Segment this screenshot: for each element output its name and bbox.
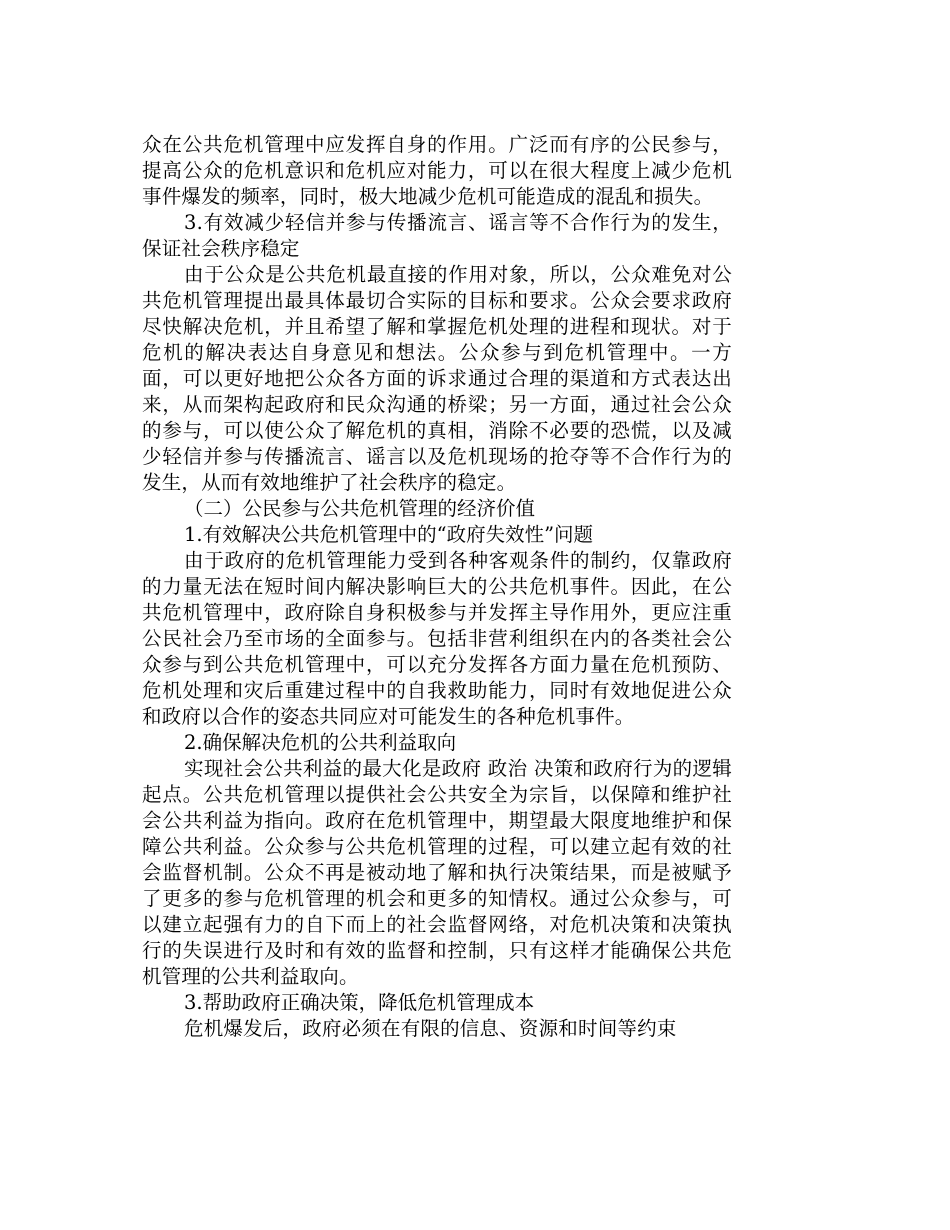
paragraph-5: 危机爆发后，政府必须在有限的信息、资源和时间等约束 (184, 1017, 677, 1040)
paragraph-subheading-3: 3.有效减少轻信并参与传播流言、谣言等不合作行为的发生，保证社会秩序稳定 (142, 211, 732, 260)
document-page (142, 132, 732, 1042)
paragraph-2: 由于公众是公共危机最直接的作用对象，所以，公众难免对公共危机管理提出最具体最切合实际的目标和要求。公众会要求政府尽快解决危机，并且希望了解和掌握危机处理的进程和现状。对于危机的解决表达自身意见和想法。公众参与到危机管理中。一方面，可以更好地把公众各方面的诉求通过合理的渠道和方式表达出来，从而架构起政府和民众沟通的桥梁；另一方面，通过社会公众的参与，可以使公众了解危机的真相，消除不必要的恐慌，以及减少轻信并参与传播流言、谣言以及危机现场的抢夺等不合作行为的发生，从而有效地维护了社会秩序的稳定。 (142, 263, 732, 494)
subheading-government-failure: 1.有效解决公共危机管理中的“政府失效性”问题 (184, 523, 594, 546)
paragraph-4: 实现社会公共利益的最大化是政府 政治 决策和政府行为的逻辑起点。公共危机管理以提供社会公共安全为宗旨，以保障和维护社会公共利益为指向。政府在危机管理中，期望最大限度地维护和保障公共利益。公众参与公共危机管理的过程，可以建立起有效的社会监督机制。公众不再是被动地了解和执行决策结果，而是被赋予了更多的参与危机管理的机会和更多的知情权。通过公众参与，可以建立起强有力的自下而上的社会监督网络，对危机决策和决策执行的失误进行及时和有效的监督和控制，只有这样才能确保公共危机管理的公共利益取向。 (142, 757, 732, 988)
paragraph-3: 由于政府的危机管理能力受到各种客观条件的制约，仅靠政府的力量无法在短时间内解决影响巨大的公共危机事件。因此，在公共危机管理中，政府除自身积极参与并发挥主导作用外，更应注重公民社会乃至市场的全面参与。包括非营利组织在内的各类社会公众参与到公共危机管理中，可以充分发挥各方面力量在危机预防、危机处理和灾后重建过程中的自我救助能力，同时有效地促进公众和政府以合作的姿态共同应对可能发生的各种危机事件。 (142, 549, 732, 728)
section-heading-economic-value: （二）公民参与公共危机管理的经济价值 (184, 497, 536, 520)
subheading-correct-decision: 3.帮助政府正确决策，降低危机管理成本 (184, 991, 535, 1014)
paragraph-1: 众在公共危机管理中应发挥自身的作用。广泛而有序的公民参与，提高公众的危机意识和危机应对能力，可以在很大程度上减少危机事件爆发的频率，同时，极大地减少危机可能造成的混乱和损失。 (142, 133, 732, 208)
subheading-public-interest: 2.确保解决危机的公共利益取向 (184, 731, 457, 754)
